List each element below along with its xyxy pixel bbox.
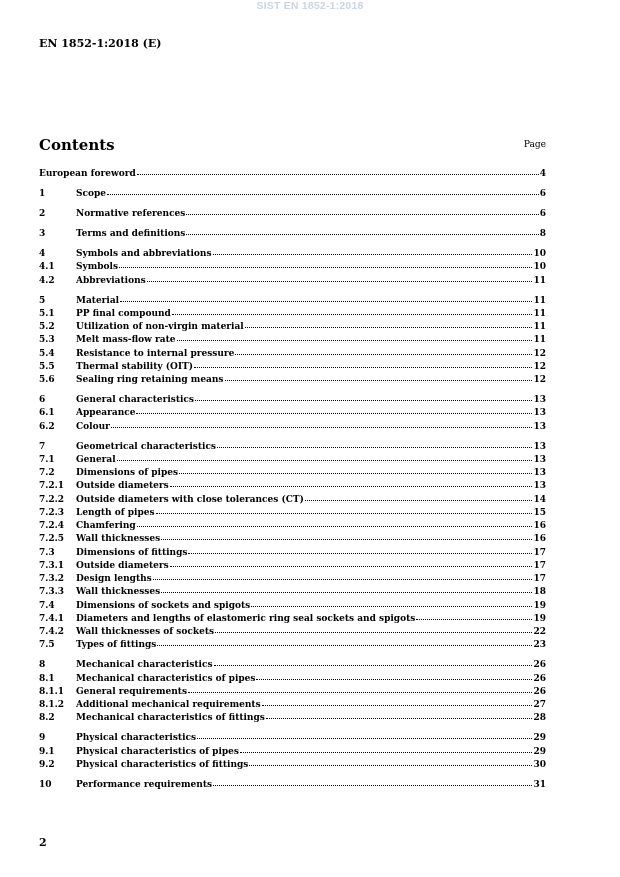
toc-entry-number: 6: [39, 395, 46, 405]
toc-leader-dots: [245, 327, 533, 328]
toc-entry-number: 7.2.5: [39, 534, 65, 545]
toc-entry-title: Diameters and lengths of elastomeric ring seal sockets and spigots: [76, 613, 416, 624]
toc-entry[interactable]: [39, 561, 546, 574]
toc-entry[interactable]: [39, 614, 546, 627]
toc-entry-title: Dimensions of pipes: [76, 468, 179, 478]
toc-leader-dots: [136, 413, 532, 414]
toc-leader-dots: [111, 427, 533, 428]
toc-entry[interactable]: [39, 296, 546, 309]
toc-entry-page: 19: [533, 613, 546, 624]
toc-entry[interactable]: [39, 687, 546, 700]
toc-entry[interactable]: [39, 362, 546, 375]
toc-leader-dots: [120, 301, 532, 302]
toc-entry-number: 7.2: [39, 468, 55, 478]
toc-leader-dots: [213, 254, 533, 255]
toc-entry-number: 7.3.2: [39, 574, 65, 584]
toc-entry[interactable]: [39, 587, 546, 600]
toc-entry-number: 8.1.2: [39, 700, 65, 710]
toc-entry-title: Terms and definitions: [76, 229, 186, 239]
toc-leader-dots: [213, 785, 532, 786]
toc-entry-number: 7.2.1: [39, 481, 65, 492]
toc-entry-title: Scope: [76, 189, 107, 199]
toc-entry-title: Appearance: [76, 408, 136, 419]
toc-entry-number: 7.2.3: [39, 507, 65, 518]
toc-leader-dots: [249, 765, 532, 766]
toc-entry-title: Symbols: [76, 262, 119, 273]
toc-entry-page: 11: [533, 322, 546, 332]
toc-entry-number: 7.2.2: [39, 494, 65, 505]
toc-entry[interactable]: [39, 660, 546, 673]
toc-entry[interactable]: [39, 309, 546, 322]
toc-entry-title: Material: [76, 295, 120, 306]
toc-entry-page: 31: [533, 779, 546, 790]
toc-entry-number: 6.2: [39, 421, 55, 432]
toc-entry[interactable]: [39, 229, 546, 242]
toc-entry[interactable]: [39, 276, 546, 289]
toc-leader-dots: [194, 367, 532, 368]
toc-entry-page: 6: [539, 209, 546, 219]
toc-entry[interactable]: [39, 780, 546, 793]
toc-entry-title: Mechanical characteristics: [76, 660, 213, 671]
toc-leader-dots: [214, 665, 533, 666]
toc-entry[interactable]: [39, 713, 546, 726]
toc-entry-number: 5.5: [39, 361, 55, 372]
toc-entry-number: 8.1.1: [39, 686, 65, 697]
toc-entry-page: 13: [533, 481, 546, 492]
toc-entry-page: 16: [533, 521, 546, 531]
toc-entry[interactable]: [39, 747, 546, 760]
toc-leader-dots: [416, 619, 532, 620]
toc-entry-number: 2: [39, 209, 46, 219]
toc-leader-dots: [186, 234, 538, 235]
watermark: SIST EN 1852-1:2018: [256, 0, 364, 12]
toc-entry[interactable]: [39, 548, 546, 561]
toc-entry-title: Colour: [76, 421, 110, 432]
toc-leader-dots: [119, 267, 532, 268]
toc-entry[interactable]: [39, 408, 546, 421]
toc-entry-page: 13: [533, 408, 546, 419]
toc-leader-dots: [137, 526, 533, 527]
toc-entry[interactable]: [39, 601, 546, 614]
toc-leader-dots: [195, 400, 533, 401]
toc-entry-number: 7.4: [39, 600, 55, 611]
toc-entry-title: Length of pipes: [76, 507, 155, 518]
toc-leader-dots: [117, 460, 533, 461]
toc-entry-number: 7.5: [39, 640, 55, 651]
toc-leader-dots: [256, 679, 532, 680]
toc-entry[interactable]: [39, 349, 546, 362]
toc-entry-number: 6.1: [39, 408, 55, 419]
toc-entry[interactable]: [39, 481, 546, 494]
toc-entry-page: 18: [533, 587, 546, 598]
toc-entry-page: 12: [533, 361, 546, 372]
toc-entry-title: Sealing ring retaining means: [76, 375, 224, 385]
toc-entry[interactable]: [39, 375, 546, 388]
toc-entry-number: 5.2: [39, 322, 55, 332]
toc-entry-page: 11: [533, 308, 546, 319]
toc-leader-dots: [107, 194, 539, 195]
toc-entry-page: 12: [533, 348, 546, 359]
toc-entry[interactable]: [39, 422, 546, 435]
toc-entry-title: Chamfering: [76, 521, 136, 531]
toc-entry-page: 26: [533, 673, 546, 684]
page-column-label: Page: [523, 140, 546, 150]
toc-entry-page: 28: [533, 713, 546, 724]
toc-entry[interactable]: [39, 700, 546, 713]
toc-leader-dots: [305, 500, 533, 501]
toc-leader-dots: [170, 566, 533, 567]
toc-entry-title: General characteristics: [76, 395, 194, 405]
toc-entry-number: 7.3.3: [39, 587, 65, 598]
toc-entry-title: Physical characteristics of fittings: [76, 759, 249, 770]
toc-leader-dots: [197, 738, 532, 739]
toc-entry-page: 12: [533, 375, 546, 385]
toc-entry[interactable]: [39, 262, 546, 275]
toc-entry-number: 5.6: [39, 375, 55, 385]
toc-entry-page: 17: [533, 574, 546, 584]
toc-entry-page: 23: [533, 640, 546, 651]
toc-entry-title: Geometrical characteristics: [76, 441, 216, 452]
toc-entry[interactable]: [39, 189, 546, 202]
toc-entry-title: Abbreviations: [76, 275, 146, 286]
toc-leader-dots: [137, 174, 539, 175]
toc-entry-number: 8: [39, 660, 46, 671]
toc-entry-title: Melt mass-flow rate: [76, 335, 176, 346]
toc-entry-title: Wall thicknesses of sockets: [76, 627, 215, 637]
toc-entry[interactable]: [39, 674, 546, 687]
toc-entry[interactable]: [39, 322, 546, 335]
toc-entry-title: Outside diameters with close tolerances (CT): [76, 494, 304, 505]
toc-leader-dots: [170, 486, 533, 487]
toc-entry-number: 5.1: [39, 308, 55, 319]
toc-entry-number: 8.2: [39, 713, 55, 724]
toc-entry-page: 19: [533, 600, 546, 611]
toc-entry-page: 22: [533, 627, 546, 637]
toc-entry-page: 11: [533, 335, 546, 346]
toc-entry[interactable]: [39, 209, 546, 222]
toc-entry-title: Performance requirements: [76, 779, 213, 790]
toc-entry-number: 1: [39, 189, 46, 199]
table-of-contents: [39, 169, 546, 793]
toc-entry-number: 7.4.2: [39, 627, 65, 637]
toc-entry-page: 13: [533, 441, 546, 452]
toc-entry-number: 7.2.4: [39, 521, 65, 531]
toc-leader-dots: [161, 592, 532, 593]
toc-leader-dots: [156, 513, 533, 514]
toc-entry-number: 3: [39, 229, 46, 239]
toc-entry[interactable]: [39, 495, 546, 508]
toc-entry-title: Resistance to internal pressure: [76, 348, 235, 359]
toc-entry-page: 11: [533, 295, 546, 306]
toc-entry-page: 13: [533, 395, 546, 405]
toc-entry-number: 9: [39, 733, 46, 744]
toc-entry-page: 26: [533, 660, 546, 671]
toc-entry-page: 15: [533, 507, 546, 518]
toc-entry-page: 29: [533, 733, 546, 744]
document-id: EN 1852-1:2018 (E): [39, 37, 162, 50]
toc-leader-dots: [215, 632, 532, 633]
toc-entry[interactable]: [39, 521, 546, 534]
toc-entry-page: 29: [533, 746, 546, 757]
toc-entry-number: 8.1: [39, 673, 55, 684]
toc-entry[interactable]: [39, 395, 546, 408]
toc-leader-dots: [177, 340, 533, 341]
toc-entry-number: 7: [39, 441, 46, 452]
toc-entry[interactable]: [39, 574, 546, 587]
toc-entry[interactable]: [39, 627, 546, 640]
toc-entry[interactable]: [39, 640, 546, 653]
toc-entry-title: Wall thicknesses: [76, 587, 161, 598]
toc-entry-number: 7.1: [39, 454, 55, 465]
page-number: 2: [39, 836, 47, 849]
toc-entry-title: Symbols and abbreviations: [76, 249, 212, 259]
toc-entry-page: 16: [533, 534, 546, 545]
toc-leader-dots: [186, 214, 538, 215]
toc-entry-title: Additional mechanical requirements: [76, 700, 261, 710]
toc-entry-number: 7.3.1: [39, 560, 65, 571]
toc-leader-dots: [153, 579, 533, 580]
toc-leader-dots: [147, 281, 533, 282]
toc-entry-title: Mechanical characteristics of fittings: [76, 713, 265, 724]
toc-entry-page: 14: [533, 494, 546, 505]
toc-entry-number: 4.2: [39, 275, 55, 286]
toc-entry-page: 17: [533, 547, 546, 558]
toc-leader-dots: [251, 606, 532, 607]
toc-entry-title: Outside diameters: [76, 481, 169, 492]
toc-entry-page: 10: [533, 262, 546, 273]
toc-entry-page: 13: [533, 421, 546, 432]
toc-entry-title: Utilization of non-virgin material: [76, 322, 244, 332]
toc-entry[interactable]: [39, 249, 546, 262]
toc-entry-title: Mechanical characteristics of pipes: [76, 673, 256, 684]
toc-leader-dots: [172, 314, 533, 315]
toc-entry-number: 5.4: [39, 348, 55, 359]
toc-entry-title: European foreword: [39, 169, 136, 179]
toc-leader-dots: [217, 447, 532, 448]
toc-entry-number: 7.3: [39, 547, 55, 558]
toc-leader-dots: [266, 718, 533, 719]
toc-entry[interactable]: [39, 169, 546, 182]
toc-entry-page: 10: [533, 249, 546, 259]
toc-entry-title: Dimensions of sockets and spigots: [76, 600, 251, 611]
toc-entry-page: 4: [539, 169, 546, 179]
toc-entry-title: General: [76, 454, 116, 465]
toc-leader-dots: [235, 354, 532, 355]
toc-entry-page: 8: [539, 229, 546, 239]
toc-entry-page: 17: [533, 560, 546, 571]
toc-entry-title: Design lengths: [76, 574, 152, 584]
toc-entry[interactable]: [39, 508, 546, 521]
toc-entry-title: Types of fittings: [76, 640, 157, 651]
toc-entry-page: 13: [533, 454, 546, 465]
toc-entry-title: PP final compound: [76, 308, 171, 319]
toc-entry-page: 30: [533, 759, 546, 770]
toc-leader-dots: [225, 380, 533, 381]
toc-leader-dots: [262, 705, 533, 706]
toc-entry-number: 4: [39, 249, 46, 259]
toc-entry-number: 9.1: [39, 746, 55, 757]
toc-entry-page: 26: [533, 686, 546, 697]
toc-entry-page: 13: [533, 468, 546, 478]
page-title: Contents: [39, 136, 115, 154]
toc-entry-title: General requirements: [76, 686, 188, 697]
toc-entry-number: 10: [39, 779, 52, 790]
toc-entry-number: 5.3: [39, 335, 55, 346]
toc-entry[interactable]: [39, 468, 546, 481]
toc-entry-title: Dimensions of fittings: [76, 547, 188, 558]
toc-entry[interactable]: [39, 534, 546, 547]
toc-entry-title: Outside diameters: [76, 560, 169, 571]
toc-entry-number: 7.4.1: [39, 613, 65, 624]
toc-leader-dots: [188, 553, 532, 554]
toc-leader-dots: [240, 752, 532, 753]
toc-entry-title: Physical characteristics: [76, 733, 197, 744]
toc-entry[interactable]: [39, 335, 546, 348]
toc-leader-dots: [188, 692, 532, 693]
toc-entry-title: Normative references: [76, 209, 186, 219]
toc-entry-page: 6: [539, 189, 546, 199]
toc-entry-page: 27: [533, 700, 546, 710]
toc-entry[interactable]: [39, 760, 546, 773]
toc-entry-page: 11: [533, 275, 546, 286]
toc-entry-title: Thermal stability (OIT): [76, 361, 194, 372]
toc-entry-title: Wall thicknesses: [76, 534, 161, 545]
toc-leader-dots: [161, 539, 532, 540]
toc-entry-number: 4.1: [39, 262, 55, 273]
toc-entry-number: 5: [39, 295, 46, 306]
toc-entry-number: 9.2: [39, 759, 55, 770]
toc-entry[interactable]: [39, 733, 546, 746]
toc-entry[interactable]: [39, 442, 546, 455]
toc-leader-dots: [157, 645, 532, 646]
toc-entry[interactable]: [39, 455, 546, 468]
toc-leader-dots: [179, 473, 532, 474]
toc-entry-title: Physical characteristics of pipes: [76, 746, 239, 757]
